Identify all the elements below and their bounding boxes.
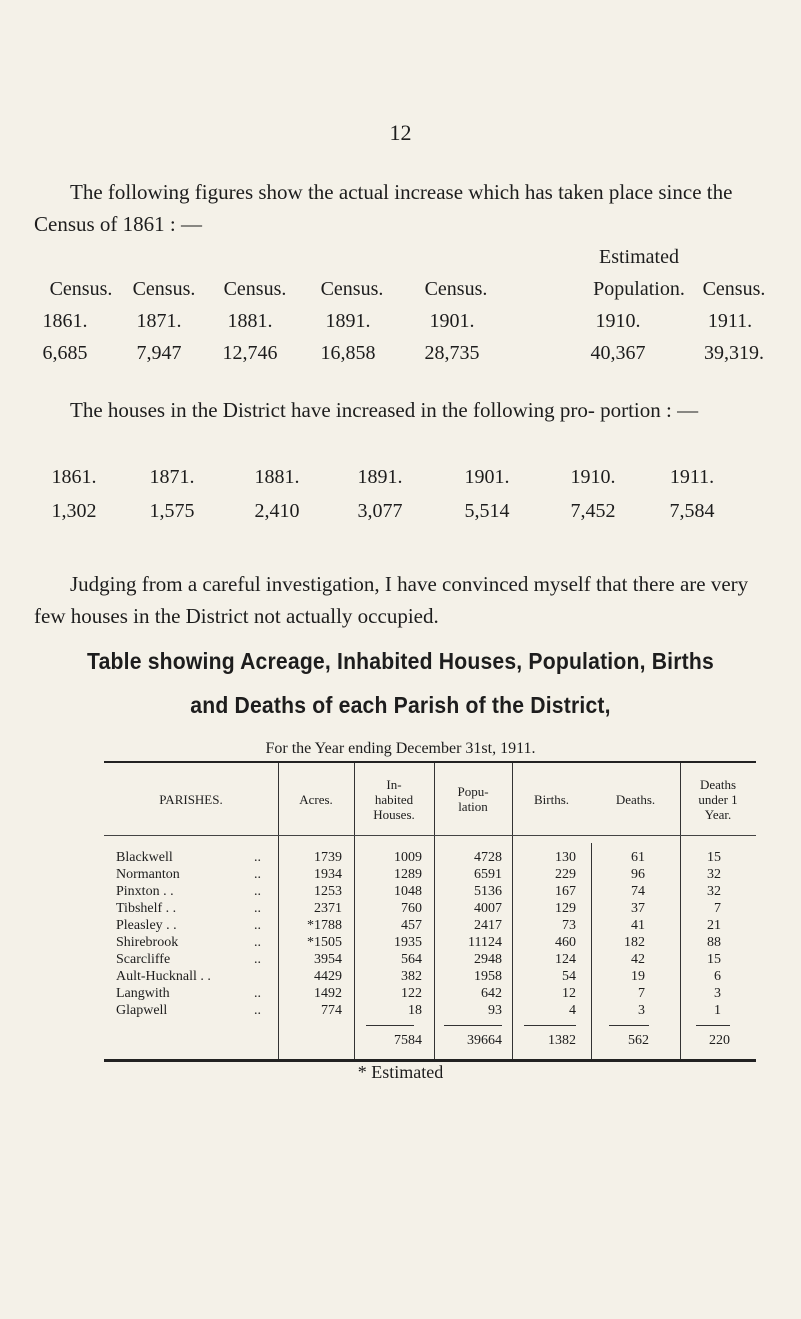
houses-value-row [0,500,801,534]
total-rule [444,1025,502,1026]
births-cell: 460 [555,935,576,950]
leader-dots: .. [254,1003,261,1018]
census-year: 1881. [227,310,273,332]
houses-cell: 457 [401,918,422,933]
leader-dots: .. [254,935,261,950]
total-deaths: 562 [628,1033,649,1048]
table-row [104,952,756,969]
houses-year-row [0,466,801,500]
population-cell: 93 [488,1003,502,1018]
houses-cell: 1048 [394,884,422,899]
acres-cell: 4429 [314,969,342,984]
deaths-cell: 3 [638,1003,645,1018]
births-cell: 73 [562,918,576,933]
acres-cell: 1739 [314,850,342,865]
houses-cell: 1009 [394,850,422,865]
census-year: 1861. [42,310,88,332]
houses-cell: 18 [408,1003,422,1018]
parish-name: Glapwell [116,1003,168,1018]
infant-deaths-cell: 88 [707,935,721,950]
total-houses: 7584 [394,1033,422,1048]
deaths-cell: 61 [631,850,645,865]
table-row [104,1003,756,1020]
population-cell: 6591 [474,867,502,882]
population-cell: 1958 [474,969,502,984]
deaths-cell: 182 [624,935,645,950]
deaths-cell: 74 [631,884,645,899]
houses-value: 2,410 [254,500,300,522]
houses-year: 1910. [570,466,616,488]
acres-cell: 1492 [314,986,342,1001]
table-row [104,935,756,952]
parish-name: Pleasley . . [116,918,177,933]
census-year: 1891. [325,310,371,332]
births-cell: 130 [555,850,576,865]
census-value: 16,858 [320,342,376,364]
houses-table [0,466,801,534]
houses-year: 1911. [669,466,715,488]
leader-dots: .. [254,952,261,967]
census-value: 39,319. [704,342,764,364]
header-population: Popu- lation [457,784,489,814]
census-label-row [0,278,801,310]
deaths-cell: 42 [631,952,645,967]
births-cell: 124 [555,952,576,967]
census-label: Census. [702,278,766,300]
houses-value: 7,452 [570,500,616,522]
table-row [104,969,756,986]
header-deaths-under-1-year: Deaths under 1 Year. [698,776,738,822]
judging-paragraph: Judging from a careful investigation, I have convinced myself that there are very few houses in the District not actually occupied. [34,572,749,628]
infant-deaths-cell: 32 [707,884,721,899]
population-cell: 4728 [474,850,502,865]
census-label: Census. [223,278,287,300]
acres-cell: 1934 [314,867,342,882]
infant-deaths-cell: 15 [707,850,721,865]
acres-cell: *1788 [307,918,342,933]
census-table [0,246,801,374]
header-deaths: Deaths. [615,791,656,807]
deaths-cell: 41 [631,918,645,933]
table-title-line-2: and Deaths of each Parish of the District, [190,692,611,718]
census-value: 6,685 [42,342,88,364]
header-parishes: PARISHES. [159,791,223,807]
parish-name: Tibshelf . . [116,901,177,916]
census-value: 7,947 [136,342,182,364]
houses-cell: 382 [401,969,422,984]
leader-dots: .. [254,918,261,933]
census-estimated-row [0,246,801,278]
total-infant-deaths: 220 [709,1033,730,1048]
total-population: 39664 [467,1033,502,1048]
acres-cell: 1253 [314,884,342,899]
parish-name: Blackwell [116,850,173,865]
houses-cell: 1935 [394,935,422,950]
infant-deaths-cell: 21 [707,918,721,933]
population-cell: 11124 [468,935,502,950]
estimated-label: Estimated [599,246,679,268]
table-row [104,867,756,884]
houses-year: 1901. [464,466,510,488]
population-cell: 2948 [474,952,502,967]
table-subtitle: For the Year ending December 31st, 1911. [265,740,536,757]
total-births: 1382 [548,1033,576,1048]
houses-year: 1891. [357,466,403,488]
census-label: Census. [424,278,488,300]
infant-deaths-cell: 1 [714,1003,721,1018]
houses-cell: 122 [401,986,422,1001]
table-title-line-1: Table showing Acreage, Inhabited Houses, Population, Births [87,648,714,674]
table-row [104,901,756,918]
houses-year: 1881. [254,466,300,488]
census-year: 1910. [595,310,641,332]
deaths-cell: 19 [631,969,645,984]
houses-value: 3,077 [357,500,403,522]
leader-dots: .. [254,850,261,865]
births-cell: 129 [555,901,576,916]
infant-deaths-cell: 6 [714,969,721,984]
population-cell: 5136 [474,884,502,899]
infant-deaths-cell: 15 [707,952,721,967]
census-year-row [0,310,801,342]
births-cell: 4 [569,1003,576,1018]
census-label: Population. [593,278,685,300]
parish-name: Shirebrook [116,935,179,950]
parish-table [104,761,756,1062]
acres-cell: 2371 [314,901,342,916]
houses-cell: 1289 [394,867,422,882]
table-row [104,918,756,935]
header-acres: Acres. [299,791,333,807]
houses-cell: 760 [401,901,422,916]
population-cell: 642 [481,986,502,1001]
acres-cell: *1505 [307,935,342,950]
census-label: Census. [49,278,113,300]
census-value: 12,746 [222,342,278,364]
acres-cell: 3954 [314,952,342,967]
total-rule [609,1025,649,1026]
census-year: 1911. [707,310,753,332]
parish-name: Pinxton . . [116,884,174,899]
parish-name: Langwith [116,986,170,1001]
leader-dots: .. [254,884,261,899]
population-cell: 4007 [474,901,502,916]
intro-paragraph: The following figures show the actual increase which has taken place since the Census of 1861 : — [34,180,733,236]
parish-name: Scarcliffe [116,952,171,967]
table-row [104,850,756,867]
total-rule [696,1025,730,1026]
leader-dots: .. [254,867,261,882]
population-cell: 2417 [474,918,502,933]
footnote: * Estimated [357,1062,444,1082]
census-value: 28,735 [424,342,480,364]
header-divider [104,835,756,836]
deaths-cell: 96 [631,867,645,882]
census-label: Census. [132,278,196,300]
births-cell: 229 [555,867,576,882]
infant-deaths-cell: 7 [714,901,721,916]
table-row [104,884,756,901]
houses-cell: 564 [401,952,422,967]
deaths-cell: 7 [638,986,645,1001]
infant-deaths-cell: 32 [707,867,721,882]
infant-deaths-cell: 3 [714,986,721,1001]
census-value: 40,367 [590,342,646,364]
houses-intro: The houses in the District have increased in the following pro- portion : — [70,398,699,422]
houses-year: 1871. [149,466,195,488]
census-label: Census. [320,278,384,300]
houses-value: 1,302 [51,500,97,522]
page-number: 12 [389,120,412,145]
parish-name: Ault-Hucknall . . [116,969,211,984]
census-year: 1871. [136,310,182,332]
totals-row [104,1033,756,1050]
leader-dots: .. [254,901,261,916]
header-births: Births. [533,791,570,807]
total-rule [524,1025,576,1026]
births-cell: 167 [555,884,576,899]
census-year: 1901. [429,310,475,332]
parish-name: Normanton [116,867,180,882]
births-cell: 12 [562,986,576,1001]
houses-year: 1861. [51,466,97,488]
total-rule [366,1025,414,1026]
births-cell: 54 [562,969,576,984]
census-value-row [0,342,801,374]
acres-cell: 774 [321,1003,342,1018]
houses-value: 1,575 [149,500,195,522]
houses-value: 5,514 [464,500,510,522]
deaths-cell: 37 [631,901,645,916]
table-row [104,986,756,1003]
houses-value: 7,584 [669,500,715,522]
header-inhabited-houses: In- habited Houses. [373,776,415,822]
leader-dots: .. [254,986,261,1001]
